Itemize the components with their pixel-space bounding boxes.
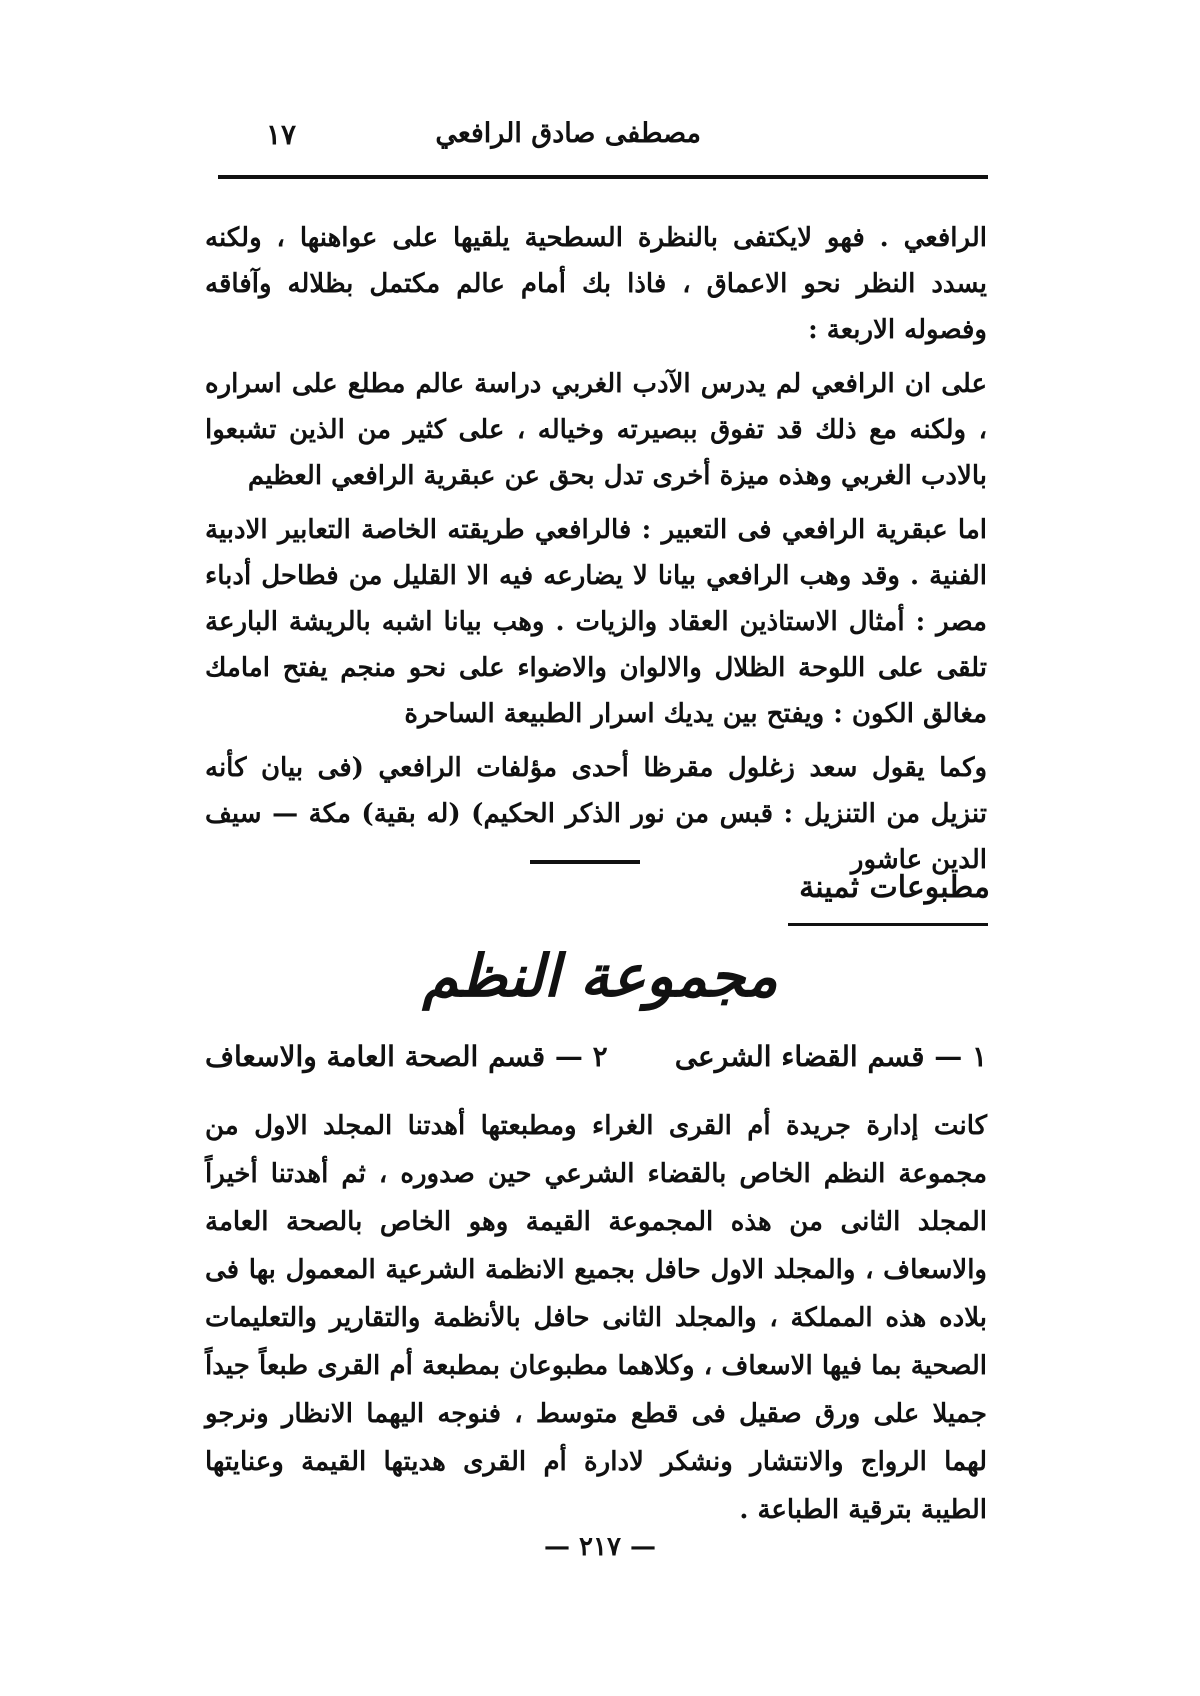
subsections <box>205 1040 987 1090</box>
notice-paragraph: كانت إدارة جريدة أم القرى الغراء ومطبعتها أهدتنا المجلد الاول من مجموعة النظم الخاص بالقضاء الشرعي حين صدوره ، ثم أهدتنا أخيراً المجلد الثانى من هذه المجموعة القيمة وهو الخاص بالصحة العامة والاسعاف ، والمجلد الاول حافل بجميع الانظمة الشرعية المعمول بها فى بلاده هذه المملكة ، والمجلد الثانى حافل بالأنظمة والتقارير والتعليمات الصحية بما فيها الاسعاف ، وكلاهما مطبوعان بمطبعة أم القرى طبعاً جيداً جميلا على ورق صقيل فى قطع متوسط ، فنوجه اليهما الانظار ونرجو لهما الرواج والانتشار ونشكر لادارة أم القرى هديتها القيمة وعنايتها الطيبة بترقية الطباعة . <box>205 1111 987 1525</box>
article-separator <box>530 860 640 864</box>
article-body <box>205 215 987 883</box>
article-paragraph-2: على ان الرافعي لم يدرس الآدب الغربي دراسة عالم مطلع على اسراره ، ولكنه مع ذلك قد تفوق ببصيرته وخياله ، على كثير من الذين تشبعوا بالادب الغربي وهذه ميزة أخرى تدل بحق عن عبقرية الرافعي العظيم <box>205 369 987 491</box>
section-heading-underline <box>788 923 988 926</box>
publication-title: مجموعة النظم <box>422 942 778 1010</box>
footer-page-number: — ٢١٧ — <box>543 1532 657 1562</box>
subsection-2: ٢ — قسم الصحة العامة والاسعاف <box>205 1040 608 1073</box>
article-paragraph-1: الرافعي . فهو لايكتفى بالنظرة السطحية يلقيها على عواهنها ، ولكنه يسدد النظر نحو الاعماق ، فاذا بك أمام عالم مكتمل بظلاله وآفاقه وفصوله الاربعة : <box>205 223 987 345</box>
article-paragraph-4: وكما يقول سعد زغلول مقرظا أحدى مؤلفات الرافعي (فى بيان كأنه تنزيل من التنزيل : قبس من نور الذكر الحكيم) (له بقية) مكة — سيف الدين عاشور <box>205 753 987 875</box>
running-header <box>218 118 986 174</box>
header-page-number: ١٧ <box>266 118 297 151</box>
article-paragraph-3: اما عبقرية الرافعي فى التعبير : فالرافعي طريقته الخاصة التعابير الادبية الفنية . وقد وهب الرافعي بيانا لا يضارعه فيه الا القليل من فطاحل أدباء مصر : أمثال الاستاذين العقاد والزيات . وهب بيانا اشبه بالريشة البارعة تلقى على اللوحة الظلال والالوان والاضواء على نحو منجم يفتح امامك مغالق الكون : ويفتح بين يديك اسرار الطبيعة الساحرة <box>205 515 987 729</box>
subsection-1: ١ — قسم القضاء الشرعى <box>674 1040 987 1073</box>
header-title: مصطفى صادق الرافعي <box>435 118 701 149</box>
section-heading: مطبوعات ثمينة <box>799 870 990 905</box>
header-rule <box>218 175 988 179</box>
notice-body <box>205 1102 987 1534</box>
